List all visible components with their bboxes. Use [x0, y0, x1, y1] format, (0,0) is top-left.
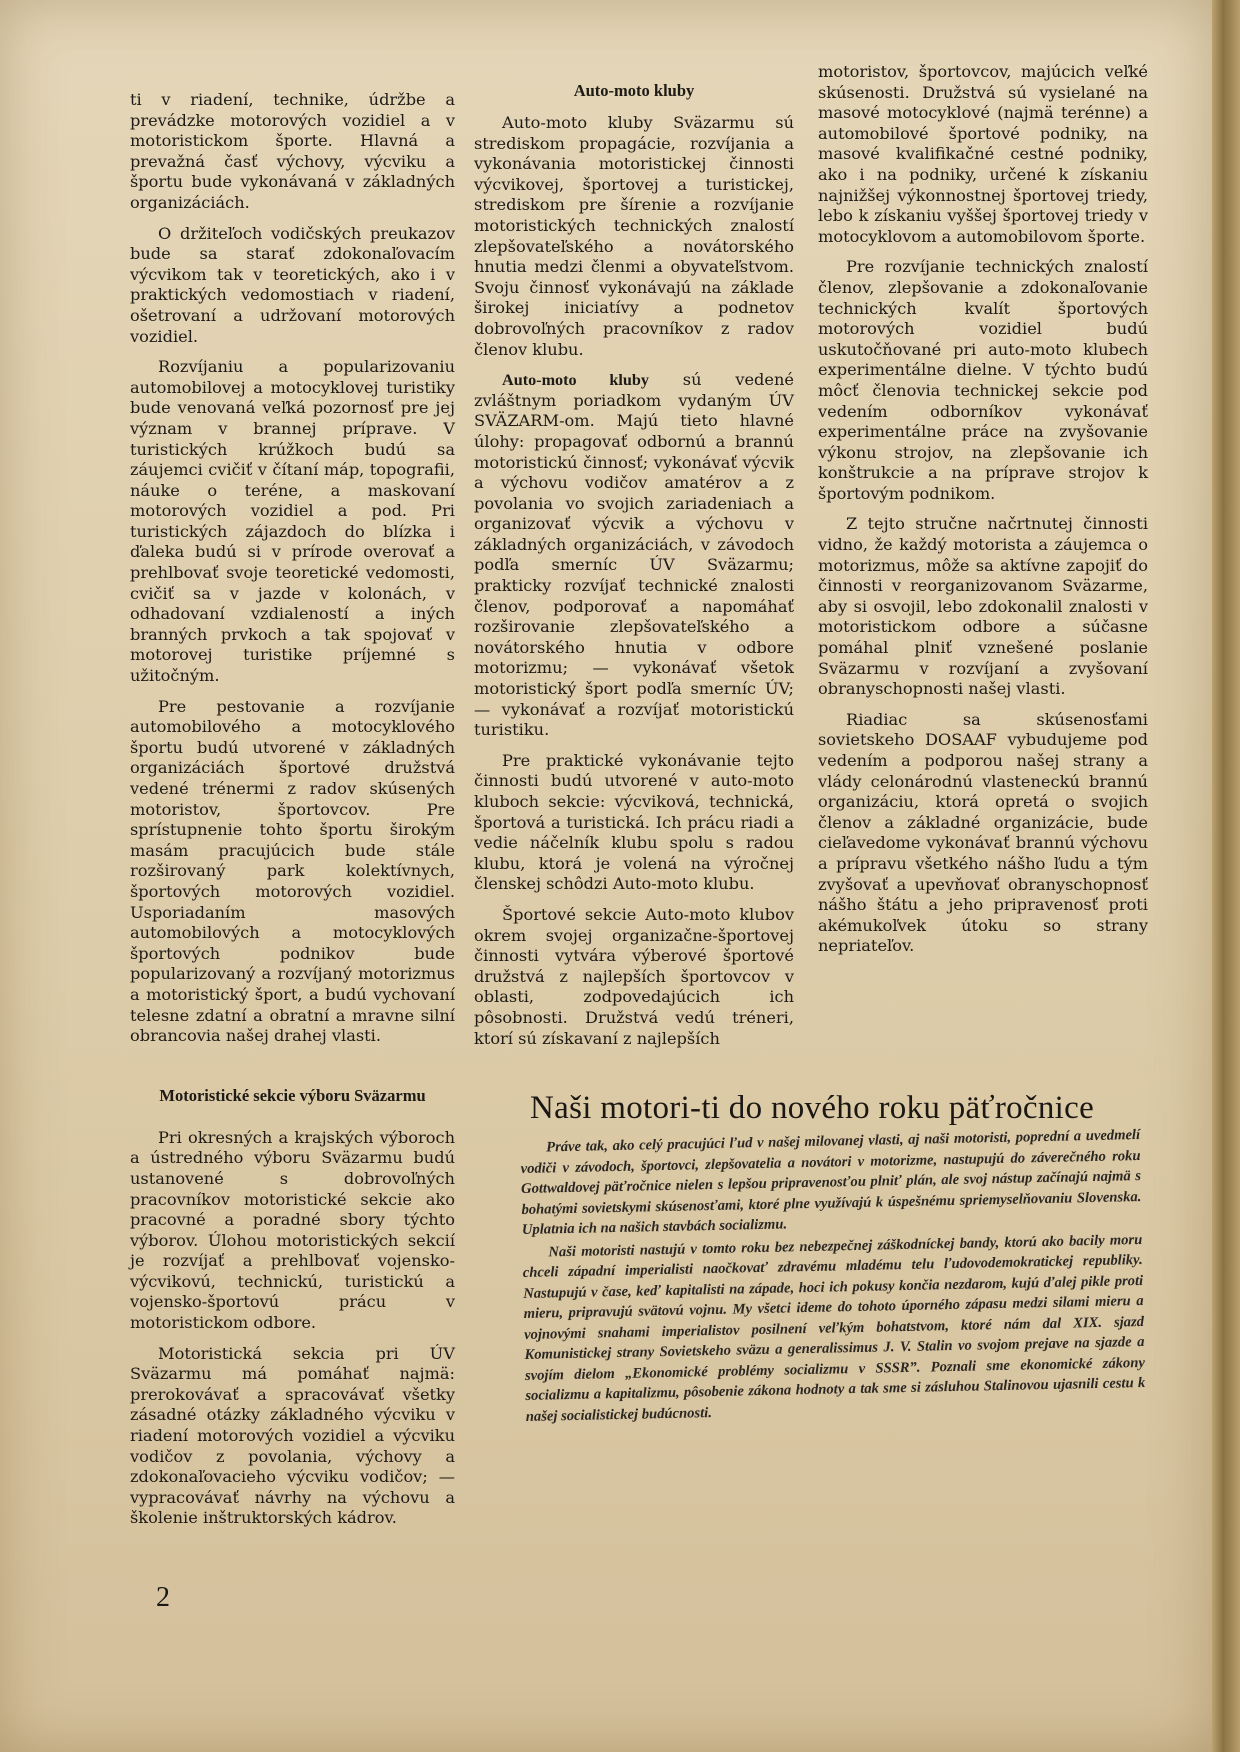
paragraph: Pre rozvíjanie technických znalostí členov, zlepšovanie a zdokonaľovanie technických kvalít športových motorových vozidiel budú uskutočňované pri auto-moto klubech experimentálne dielne. V týchto budú môcť členovia technickej sekcie pod vedením odborníkov vykonávať experimentálne práce na zvyšovanie výkonu strojov, na zlepšovanie ich konštrukcie a na príprave strojov k športovým podnikom.	[818, 257, 1148, 503]
section-heading-motoristicke-sekcie: Motoristické sekcie výboru Sväzarmu	[159, 1085, 426, 1105]
paragraph: Naši motoristi nastujú v tomto roku bez nebezpečnej záškodníckej bandy, ktorú ako bacily moru chceli západní imperialisti naočkovať zdravému mladému telu ľudovodemokratickej republiky. Nastupujú v čase, keď kapitalisti na západe, hoci ich pokusy končia nezdarom, kujú ďalej pikle proti mieru, pripravujú svätovú vojnu. My všetci ideme do tohoto úporného zápasu medzi silami mieru a vojnovými snahami imperialistov posilnení veľkým bohatstvom, ktoré nám dal XIX. sjazd Komunistickej strany Sovietskeho sväzu a generalissimus J. V. Stalin vo svojom prejave na sjazde a svojím dielom „Ekonomické problémy socializmu v SSSR”. Poznali sme ekonomické zákony socializmu a kapitalizmu, pôsobenie zákona hodnoty a tak sme si zásluhou Stalinovou ujasnili cestu k našej socialistickej budúcnosti.	[522, 1231, 1146, 1425]
paragraph: Športové sekcie Auto-moto klubov okrem svojej organizačne-športovej činnosti vytvára výberové športové družstvá z najlepších športovcov v oblasti, zodpovedajúcich ich pôsobnosti. Družstvá vedú tréneri, ktorí sú získavaní z najlepších	[474, 904, 794, 1048]
article-column-1	[130, 90, 455, 1539]
paragraph: Motoristická sekcia pri ÚV Sväzarmu má pomáhať najmä: prerokovávať a spracovávať všetky zásadné otázky základného výcviku v riadení motorových vozidiel a výcviku vodičov z povolania, výchovy a zdokonaľovacieho výcviku vodičov; — vypracovávať návrhy na výchovu a školenie inštruktorských kádrov.	[130, 1343, 455, 1528]
paragraph: Pri okresných a krajských výboroch a ústredného výboru Sväzarmu budú ustanovené s dobrovoľných pracovníkov motoristické sekcie ako pracovné a poradné sbory týchto výborov. Úlohou motoristických sekcií je rozvíjať a prehlbovať vojensko-výcvikovú, technickú, turistickú a vojensko-športovú prácu v motoristickom odbore.	[130, 1127, 455, 1333]
article-column-3	[818, 62, 1148, 967]
paragraph	[474, 370, 794, 741]
paragraph-body: sú vedené zvláštnym poriadkom vydaným ÚV SVÄZARM-om. Majú tieto hlavné úlohy: propagovať odbornú a brannú motoristickú činnosť; vykonávať výcvik a výchovu vodičov amatérov a z povolania vo svojich zariadeniach a organizovať výcvik a výchovu v základných organizáciách, v závodoch podľa smerníc ÚV Sväzarmu; prakticky rozvíjať technické znalosti členov, podporovať a napomáhať rozširovanie zlepšovateľského a novátorského hnutia v odbore motorizmu; — vykonávať všetok motoristický šport podľa smerníc ÚV; — vykonávať a rozvíjať motoristickú turistiku.	[474, 370, 794, 740]
page-number: 2	[156, 1582, 170, 1613]
editorial-box	[520, 1088, 1146, 1429]
paragraph-lead: Auto-moto kluby	[502, 371, 649, 390]
paragraph: ti v riadení, technike, údržbe a prevádzke motorových vozidiel a v motoristickom športe. Hlavná a prevažná časť výchovy, výcviku a športu bude vykonávaná v základných organizáciách.	[130, 90, 455, 212]
section-heading-auto-moto-kluby: Auto-moto kluby	[573, 81, 695, 100]
paragraph: Pre pestovanie a rozvíjanie automobilového a motocyklového športu budú utvorené v základných organizáciách športové družstvá vedené trénermi z radov skúsených motoristov, športovcov. Pre sprístupnenie tohto športu širokým masám pracujúcich bude stále rozširovaný park kolektívnych, športových motorových vozidiel. Usporiadaním masových automobilových a motocyklových športových podnikov bude popularizovaný a rozvíjaný motorizmus a motoristický šport, a budú vychovaní telesne zdatní a obratní a mravne silní obrancovia našej drahej vlasti.	[130, 696, 455, 1046]
paragraph: Riadiac sa skúsenosťami sovietskeho DOSAAF vybudujeme pod vedením a podporou našej strany a vlády celonárodnú vlasteneckú brannú organizáciu, ktorá opretá o svojich členov a základné organizácie, bude cieľavedome vykonávať brannú výchovu a prípravu všetkého nášho ľudu a tým zvyšovať a upevňovať obranyschopnosť nášho štátu a jeho pripravenosť proti akémukoľvek útoku so strany nepriateľov.	[818, 709, 1148, 956]
page-edge	[1212, 0, 1240, 1752]
paragraph: Z tejto stručne načrtnutej činnosti vidno, že každý motorista a záujemca o motorizmus, môže sa aktívne zapojiť do činnosti v reorganizovanom Sväzarme, aby si osvojil, lebo zdokonalil znalosti v motoristickom odbore a súčasne pomáhal plniť vznešené poslanie Sväzarmu v rozvíjaní a zvyšovaní obranyschopnosti našej vlasti.	[818, 514, 1148, 699]
paragraph: Pre praktické vykonávanie tejto činnosti budú utvorené v auto-moto kluboch sekcie: výcviková, technická, športová a turistická. Ich prácu riadi a vedie náčelník klubu spolu s radou klubu, ktorá je volená na výročnej členskej schôdzi Auto-moto klubu.	[474, 750, 794, 894]
paragraph: Auto-moto kluby Sväzarmu sú strediskom propagácie, rozvíjania a vykonávania motoristickej činnosti výcvikovej, športovej a turistickej, strediskom pre šírenie a rozvíjanie motoristických technických znalostí zlepšovateľského a novátorského hnutia medzi členmi a obyvateľstvom. Svoju činnosť vykonávajú na základe širokej iniciatívy a podnetov dobrovoľných pracovníkov z radov členov klubu.	[474, 113, 794, 359]
paragraph: Práve tak, ako celý pracujúci ľud v našej milovanej vlasti, aj naši motoristi, poprední a uvedmelí vodiči v závodoch, športovci, zlepšovatelia a novátori v motorizme, nastupujú do záverečného roku Gottwaldovej päťročnice nielen s lepšou pripravenosťou plniť plán, ale svoj nástup začínajú najmä s bohatými sovietskymi skúsenosťami, ktoré plne využívajú k úspešnému spriemyselňovaniu Slovenska. Uplatnia ich na našich stavbách socializmu.	[520, 1127, 1142, 1238]
paragraph: motoristov, športovcov, majúcich veľké skúsenosti. Družstvá sú vysielané na masové motocyklové (najmä terénne) a automobilové športové podniky, na masové kvalifikačné cestné podniky, ako i na podniky, určené k získaniu najnižšej výkonnostnej športovej triedy, lebo k získaniu vyššej športovej triedy v motocyklovom a automobilovom športe.	[818, 62, 1148, 246]
paragraph: O držiteľoch vodičských preukazov bude sa starať zdokonaľovacím výcvikom tak v teoretických, ako i v praktických vedomostiach v riadení, ošetrovaní a udržovaní motorových vozidiel.	[130, 223, 455, 346]
article-column-2	[474, 80, 794, 1059]
editorial-headline: Naši motori-ti do nového roku päťročnice	[530, 1090, 1095, 1126]
editorial-body	[520, 1125, 1146, 1427]
paragraph: Rozvíjaniu a popularizovaniu automobilovej a motocyklovej turistiky bude venovaná veľká pozornosť pre jej význam v brannej príprave. V turistických krúžkoch budú sa záujemci cvičiť v čítaní máp, topografii, náuke o teréne, a maskovaní motorových vozidiel a pod. Pri turistických zájazdoch do blízka i ďaleka budú si v prírode overovať a prehlbovať svoje teoretické vedomosti, cvičiť sa v jazde v kolonách, v odhadovaní vzdialeností a iných branných prvkoch a tak spojovať v motorovej turistike príjemné s užitočným.	[130, 357, 455, 686]
